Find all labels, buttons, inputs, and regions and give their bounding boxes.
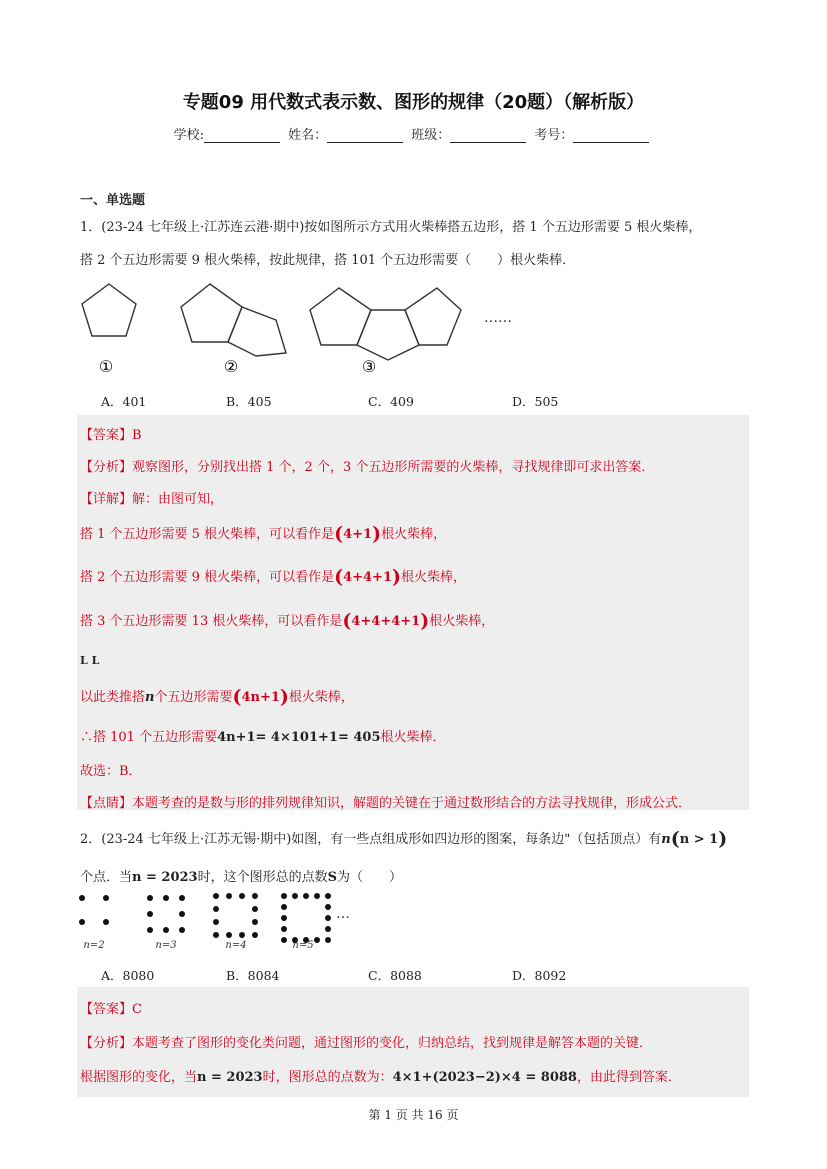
q2-stem-line2 [80,866,402,885]
q1-answer: 【答案】B [80,428,142,443]
paren-right: ) [279,686,289,708]
dot-pattern-figure [76,892,376,950]
q2-stem-line2-tail: 为（ ） [337,870,403,885]
name-blank [327,128,403,143]
q1-detail-line3 [80,610,494,632]
q1-comment [80,792,691,811]
pentagon-2a [181,284,242,342]
q1-option-d: D．505 [512,394,559,409]
q1-detail-line1 [80,523,446,545]
dot [252,906,258,912]
expr-8088: 4×1+(2023−2)×4 = 8088 [392,1070,577,1085]
figure-label-1: ① [98,357,114,376]
paren-right: ) [392,566,401,588]
dot [281,893,287,899]
expr-n-2023: n = 2023 [132,870,198,885]
dot [147,911,153,917]
dot [226,932,232,938]
pentagon-3a [310,288,371,345]
detail-line5-tail: 根火柴棒． [380,730,446,745]
name-label: 姓名： [288,128,328,143]
q1-choose: 故选：B． [80,764,142,779]
document-title: 专题09 用代数式表示数、图形的规律（20题）（解析版） [182,92,645,113]
detail-line1-text: 搭 1 个五边形需要 5 根火柴棒，可以看作是 [80,527,335,542]
analysis-tag: 【分析】 [80,460,133,475]
dot [147,927,153,933]
detail-line2-tail: 根火柴棒， [401,570,467,585]
detail-line3-text: 搭 3 个五边形需要 13 根火柴棒，可以看作是 [80,614,343,629]
class-blank [450,128,526,143]
paren-left: ( [334,523,344,545]
q1-detail-line5 [80,726,446,745]
dot [79,895,85,901]
paren-right: ) [420,610,430,632]
school-blank [204,128,280,143]
dot-label-4: n=4 [225,940,247,950]
class-label: 班级： [411,128,451,143]
pentagon-2b [228,307,286,356]
q2-option-d: D．8092 [512,968,567,983]
pentagon-1 [82,284,136,336]
q1-stem-line1: 1．(23-24 七年级上·江苏连云港·期中)按如图所示方式用火柴棒搭五边形，搭 1 个五边形需要 5 根火柴棒， [80,220,702,235]
detail-text: 解：由图可知， [132,492,224,507]
dot [179,895,185,901]
q1-option-c: C．409 [368,394,414,409]
dot [325,926,331,932]
school-label: 学校: [173,128,204,143]
section-heading: 一、单选题 [80,193,146,208]
dot [226,893,232,899]
dot-label-5: n=5 [292,940,314,950]
q1-analysis [80,456,654,475]
dot [281,904,287,910]
var-s: S [327,870,337,885]
dot [325,893,331,899]
q2-stem-text: 2．(23-24 七年级上·江苏无锡·期中)如图，有一些点组成形如四边形的图案，每条边"（包括顶点）有 [80,832,662,847]
dot [325,937,331,943]
detail-line4-tail: 根火柴棒， [288,690,354,705]
paren-left: ( [232,686,242,708]
q2-analysis-line2-mid: 时，图形总的点数为： [262,1070,393,1085]
dot-ellipsis: … [336,906,350,922]
q1-stem-line2: 搭 2 个五边形需要 9 根火柴棒，按此规律，搭 101 个五边形需要（ ）根火柴棒． [80,253,576,268]
dot [213,906,219,912]
dot [239,932,245,938]
comment-text: 本题考查的是数与形的排列规律知识，解题的关键在于通过数形结合的方法寻找规律，形成公式． [132,796,692,811]
dot [213,893,219,899]
detail-line3-tail: 根火柴棒， [429,614,495,629]
detail-line2-text: 搭 2 个五边形需要 9 根火柴棒，可以看作是 [80,570,335,585]
analysis-text: 观察图形，分别找出搭 1 个，2 个，3 个五边形所需要的火柴棒，寻找规律即可求出答案． [132,460,655,475]
detail-line1-tail: 根火柴棒， [381,527,447,542]
dot [281,926,287,932]
dot [252,932,258,938]
dot [325,904,331,910]
q2-analysis-line2-text: 根据图形的变化，当 [80,1070,198,1085]
paren-left: ( [670,828,680,850]
expr-4n-plus-1: 4n+1 [241,690,280,705]
detail-line4-mid: 个五边形需要 [154,690,233,705]
dot [314,893,320,899]
dot [163,895,169,901]
dot [292,893,298,899]
pentagon-3c [405,288,461,345]
q1-option-a: A．401 [101,394,147,409]
paren-left: ( [342,610,352,632]
page-footer: 第 1 页 共 16 页 [368,1108,459,1122]
q2-stem-line1 [80,828,727,850]
pentagon-figure [76,280,526,380]
var-n: n [145,690,155,705]
number-label: 考号： [534,128,574,143]
dot [252,893,258,899]
comment-tag: 【点睛】 [80,796,133,811]
q1-option-b: B．405 [226,394,272,409]
dot [163,927,169,933]
expr-4-plus-1: 4+1 [343,527,373,542]
dot [179,927,185,933]
var-n: n [661,832,671,847]
analysis-text: 本题考查了图形的变化类问题，通过图形的变化，归纳总结，找到规律是解答本题的关键． [132,1036,653,1051]
q2-analysis [80,1032,652,1051]
q2-analysis-line2-tail: ，由此得到答案． [576,1070,681,1085]
q2-option-a: A．8080 [101,968,155,983]
figure-ellipsis: …… [484,310,512,326]
dot [239,893,245,899]
q1-detail-line4 [80,686,354,708]
q2-option-c: C．8088 [368,968,422,983]
q2-option-b: B．8084 [226,968,280,983]
student-info-line [0,124,827,143]
figure-label-2: ② [223,357,239,376]
number-blank [573,128,649,143]
expr-4-4-1: 4+4+1 [343,570,392,585]
detail-line4-text: 以此类推搭 [80,690,146,705]
expr-n-2023: n = 2023 [197,1070,263,1085]
dot [79,919,85,925]
dot [281,915,287,921]
cond-n-gt-1: n > 1 [679,832,719,847]
figure-label-3: ③ [361,357,377,376]
dot-label-3: n=3 [155,940,177,950]
dot-label-2: n=2 [83,940,105,950]
dot [213,919,219,925]
pentagon-3b [357,310,419,360]
detail-line5-text: ∴搭 101 个五边形需要 [80,730,218,745]
dot [147,895,153,901]
dot [103,895,109,901]
paren-left: ( [334,566,344,588]
paren-right: ) [372,523,382,545]
detail-tag: 【详解】 [80,492,133,507]
q2-stem-line2-mid: 时，这个图形总的点数 [197,870,328,885]
paren-right: ) [718,828,728,850]
q2-answer: 【答案】C [80,1002,142,1017]
dot [281,937,287,943]
dot [213,932,219,938]
dot [103,919,109,925]
q2-analysis-line2 [80,1066,681,1085]
dot [303,893,309,899]
q1-detail-line2 [80,566,466,588]
dot [314,937,320,943]
q1-detail [80,488,223,507]
analysis-tag: 【分析】 [80,1036,133,1051]
expr-result-405: 4n+1= 4×101+1= 405 [217,730,381,745]
dot [179,911,185,917]
q1-ellipsis-marker: L L [80,654,100,667]
q2-stem-line2-text: 个点．当 [80,870,133,885]
dot [252,919,258,925]
dot [325,915,331,921]
expr-4-4-4-1: 4+4+4+1 [351,614,421,629]
